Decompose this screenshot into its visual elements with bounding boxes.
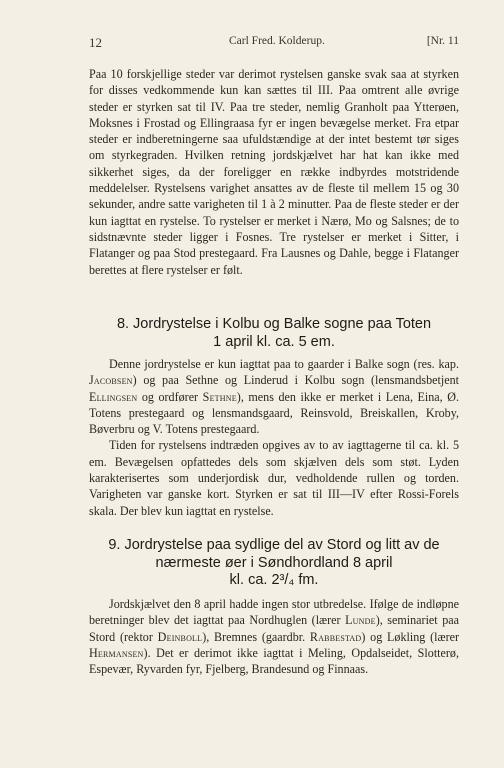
section-9-heading — [89, 537, 459, 590]
section-8-paragraph-1 — [89, 356, 459, 437]
text-run: ) og paa Sethne og Linderud i Kolbu sogn (lensmandsbetjent — [132, 373, 459, 388]
running-header — [89, 35, 459, 51]
text-run: og ordfører — [137, 389, 203, 404]
person-name: Lunde — [345, 613, 376, 628]
text-run: ), seminariet paa Stord (rektor — [89, 613, 459, 644]
person-name: Rabbestad — [309, 629, 362, 644]
section-9-body — [89, 596, 459, 677]
section-8-paragraph-2: Tiden for rystelsens indtræden opgives av to av iagttagerne til ca. kl. 5 em. Bevægelsen opfattedes dels som skjælven dels som støt. Lyden karakterisertes som underjordisk dur, vedholdende rullen og torden. Varigheten var ganske kort. Styrken er sat til III—IV efter Rossi-Forels skala. Der blev kun iagttat en rystelse. — [89, 438, 459, 518]
section-9-paragraph-1 — [89, 596, 459, 677]
person-name: Deinboll — [157, 629, 203, 644]
continuation-paragraph: Paa 10 forskjellige steder var derimot rystelsen ganske svak saa at styrken for disses vedkommende kun kan sættes til III. Paa omtrent alle øvrige steder er styrken sat til IV. Paa tre steder, nemlig Granholt paa Ytterøen, Moksnes i Frostad og Ellingraasa fyr er ingen bevægelse merket. Fra etpar steder er indberetningerne saa ufuldstændige at der intet bestemt tør siges om styrkegraden. Hvilken retning jordskjælvet har hat kan ikke med sikkerhet siges, da der foreligger en række indbyrdes motstridende meddelelser. Rystelsens varighet ansattes av de fleste til mellem 15 og 30 sekunder, andre satte varigheten til 1 à 2 minutter. Paa de fleste steder er der kun iagttat en rystelse. To rystelser er merket i Nærø, Mo og Salsnes; de to sidstnævnte steder ligger i Fosnes. Tre rystelser er merket i Sitter, i Flatanger og paa Stod prestegaard. Fra Lausnes og Dahle, begge i Flatanger berettes at flere rystelser er følt. — [89, 67, 459, 277]
section-8-heading-line1: 8. Jordrystelse i Kolbu og Balke sogne paa Toten — [116, 316, 432, 332]
text-run: ) og Løkling (lærer — [361, 629, 459, 644]
text-run: ). Det er derimot ikke iagttat i Meling, Opdalseidet, Slotterø, Espevær, Ryvarden fyr, Fjelberg, Brandesund og Finnaas. — [89, 645, 459, 677]
running-author: Carl Fred. Kolderup. — [229, 35, 325, 47]
text-run: Denne jordrystelse er kun iagttat paa to gaarder i Balke sogn (res. kap. — [109, 357, 459, 371]
continuation-text — [89, 66, 459, 278]
text-run: Jordskjælvet den 8 april hadde ingen stor utbredelse. Ifølge de indløpne beretninger blev det iagttat paa Nordhuglen (lærer — [89, 597, 459, 628]
person-name: Ellingsen — [89, 389, 138, 404]
person-name: Hermansen — [89, 645, 144, 660]
section-8-heading — [89, 316, 459, 351]
text-run: ), Bremnes (gaardbr. — [202, 629, 310, 644]
section-8-body — [89, 356, 459, 519]
section-8-heading-line2: 1 april kl. ca. 5 em. — [213, 333, 335, 350]
person-name: Sethne — [202, 389, 237, 404]
series-number: [Nr. 11 — [426, 35, 459, 47]
section-9-heading-line3: kl. ca. 2³/₄ fm. — [229, 572, 319, 588]
section-9-heading-line2: nærmeste øer i Søndhordland 8 april — [155, 554, 393, 571]
text-run: ), mens den ikke er merket i Lena, Eina, Ø. Totens prestegaard og lensmandsgaard, Reinsvold, Breiskallen, Kroby, Bøverbru og V. Totens prestegaard. — [89, 389, 459, 437]
person-name: Jacobsen — [89, 373, 133, 388]
section-9-heading-line1: 9. Jordrystelse paa sydlige del av Stord og litt av de — [108, 537, 440, 553]
page-number: 12 — [89, 35, 102, 50]
